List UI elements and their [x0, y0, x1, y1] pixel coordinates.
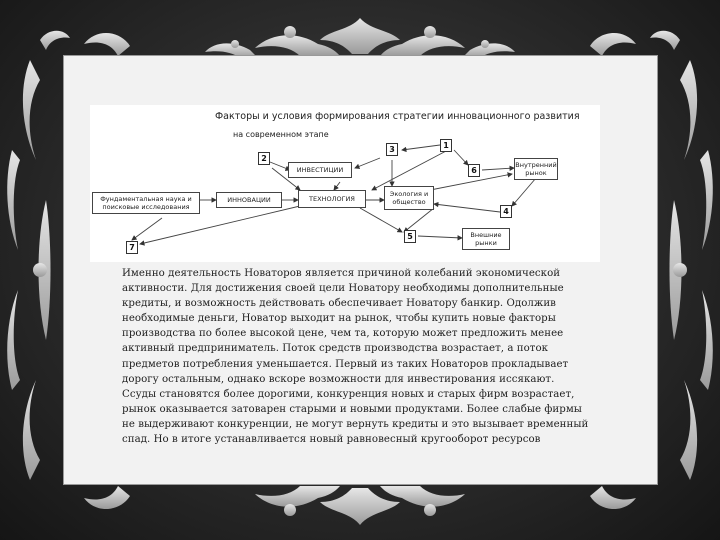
node-science: Фундаментальная наука и поисковые исследования: [92, 192, 200, 214]
node-ecology: Экология и общество: [384, 186, 434, 210]
body-line: Ссуды становятся более дорогими, конкуренция новых и старых фирм возрастает,: [122, 388, 575, 400]
body-line: кредиты, и возможность действовать обеспечивает Новатору банкир. Одолжив: [122, 298, 556, 310]
diagram-subtitle: на современном этапе: [233, 130, 329, 139]
arrow-1-technology: [372, 150, 448, 190]
diagram-title: Факторы и условия формирования стратегии инновационного развития: [215, 111, 580, 122]
body-line: необходимые деньги, Новатор выходит на рынок, чтобы купить новые факторы: [122, 313, 556, 325]
number-3: 3: [386, 143, 398, 156]
arrow-1-6: [454, 150, 468, 165]
number-5: 5: [404, 230, 416, 243]
body-paragraph: [122, 266, 602, 447]
body-line: рынок оказывается затоварен старыми и новыми продуктами. Более слабые фирмы: [122, 403, 582, 415]
arrow-6-internal: [482, 168, 514, 170]
node-innovations: ИННОВАЦИИ: [216, 192, 282, 208]
arrow-science-7: [132, 218, 162, 240]
arrow-internal-4: [512, 178, 536, 206]
arrow-investments-technology: [334, 182, 340, 190]
body-line: дорогу остальным, однако вскоре возможности для инвестирования иссякают.: [122, 373, 555, 385]
number-7: 7: [126, 241, 138, 254]
body-line: активности. Для достижения своей цели Новатору необходимы дополнительные: [122, 283, 564, 295]
body-line: спад. Но в итоге устанавливается новый равновесный кругооборот ресурсов: [122, 434, 541, 446]
arrow-3-investments: [355, 158, 380, 168]
arrow-ecology-5: [404, 208, 434, 232]
number-6: 6: [468, 164, 480, 177]
body-line: активный предприниматель. Поток средств производства возрастает, а поток: [122, 343, 549, 355]
arrow-technology-5: [360, 208, 402, 232]
node-external-market: Внешние рынки: [462, 228, 510, 250]
arrow-4-ecology: [434, 204, 500, 212]
arrow-1-3: [402, 145, 440, 150]
node-technology: ТЕХНОЛОГИЯ: [298, 190, 366, 208]
arrow-5-external: [418, 236, 462, 238]
body-line: не выдерживают конкуренции, не могут вернуть кредиты и это вызывает временный: [122, 418, 589, 430]
body-line: предметов потребления уменьшается. Первый из таких Новаторов прокладывает: [122, 358, 569, 370]
body-line: Именно деятельность Новаторов является причиной колебаний экономической: [122, 268, 561, 279]
body-line: производства по более высокой цене, чем та, которую может предложить менее: [122, 328, 564, 340]
number-4: 4: [500, 205, 512, 218]
node-investments: ИНВЕСТИЦИИ: [288, 162, 352, 178]
number-2: 2: [258, 152, 270, 165]
number-1: 1: [440, 139, 452, 152]
node-internal-market: Внутренний рынок: [514, 158, 558, 180]
